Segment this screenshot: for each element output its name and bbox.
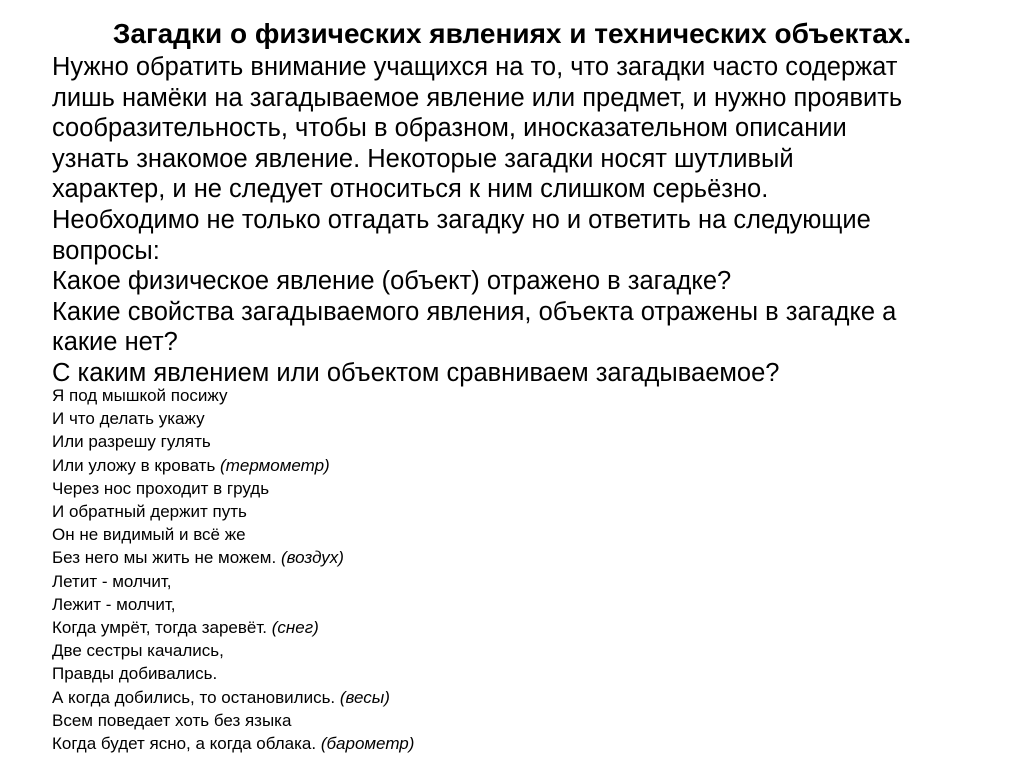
riddle-answer: (термометр)	[220, 455, 330, 475]
riddle-text: Без него мы жить не можем.	[52, 548, 281, 568]
riddle-line: Две сестры качались,	[52, 641, 224, 661]
intro-line: Необходимо не только отгадать загадку но и ответить на следующие	[52, 205, 871, 234]
intro-line: узнать знакомое явление. Некоторые загадки носят шутливый	[52, 144, 794, 173]
riddle-line: Летит - молчит,	[52, 571, 172, 591]
riddle-answer: (воздух)	[280, 548, 344, 568]
riddle-text: Когда умрёт, тогда заревёт.	[52, 618, 272, 638]
riddle-text: А когда добились, то остановились.	[52, 687, 340, 707]
riddles-list	[52, 384, 952, 755]
question-3: С каким явлением или объектом сравниваем загадываемое?	[52, 358, 780, 387]
riddle-line: Или разрешу гулять	[52, 432, 211, 452]
riddle-answer: (барометр)	[320, 734, 415, 754]
riddle-line: Через нос проходит в грудь	[52, 478, 270, 498]
riddle-text: Или уложу в кровать	[52, 455, 221, 475]
intro-line: вопросы:	[52, 236, 160, 265]
slide-title: Загадки о физических явлениях и технических объектах.	[112, 18, 912, 49]
intro-line: лишь намёки на загадываемое явление или предмет, и нужно проявить	[52, 83, 903, 112]
intro-text	[52, 52, 1012, 389]
riddle-line: Всем поведает хоть без языка	[52, 710, 292, 730]
riddle-line	[52, 546, 952, 569]
question-2: Какие свойства загадываемого явления, объекта отражены в загадке а	[52, 297, 897, 326]
riddle-line: Он не видимый и всё же	[52, 525, 246, 545]
riddle-line: Лежит - молчит,	[52, 594, 176, 614]
riddle-line	[52, 686, 952, 709]
question-1: Какое физическое явление (объект) отражено в загадке?	[52, 267, 732, 296]
intro-line: характер, и не следует относиться к ним слишком серьёзно.	[52, 175, 769, 204]
riddle-text: Когда будет ясно, а когда облака.	[52, 734, 321, 754]
intro-line: сообразительность, чтобы в образном, иносказательном описании	[52, 114, 847, 143]
question-2-cont: какие нет?	[52, 328, 178, 357]
riddle-line: И что делать укажу	[52, 409, 205, 429]
riddle-line: И обратный держит путь	[52, 502, 247, 522]
intro-line: Нужно обратить внимание учащихся на то, что загадки часто содержат	[52, 53, 898, 81]
riddle-line	[52, 454, 952, 477]
riddle-line: Правды добивались.	[52, 664, 218, 684]
riddle-line: Я под мышкой посижу	[52, 386, 228, 405]
riddle-answer: (весы)	[339, 687, 390, 707]
riddle-line	[52, 732, 952, 755]
riddle-line	[52, 616, 952, 639]
riddle-answer: (снег)	[271, 618, 319, 638]
